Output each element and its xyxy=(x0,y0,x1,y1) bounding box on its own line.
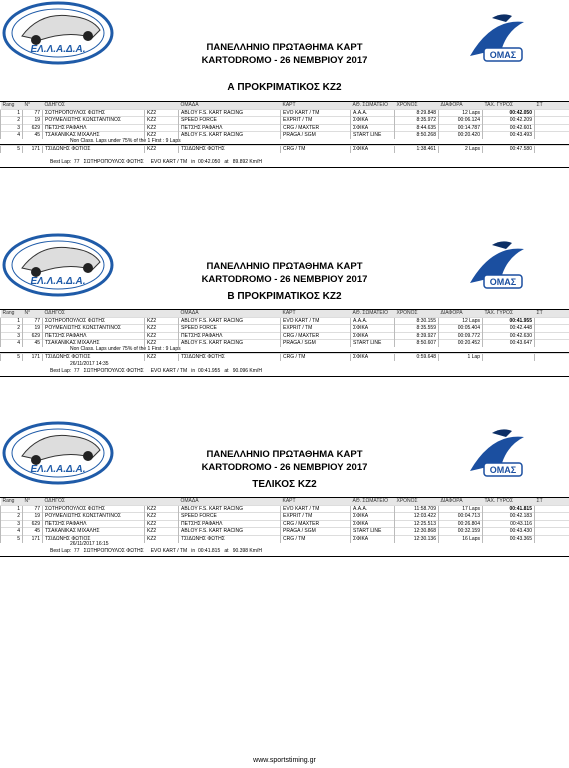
footer-website[interactable]: www.sportstiming.gr xyxy=(253,757,316,764)
column-header[interactable]: ΔΙΑΦΟΡΑ xyxy=(439,310,483,317)
table-cell: 00:47.580 xyxy=(483,146,535,153)
table-row[interactable] xyxy=(1,325,569,333)
column-header[interactable]: ΟΔΗΓΟΣ xyxy=(43,102,145,109)
table-cell: ABLOY F.S. KART RACING xyxy=(179,132,281,139)
table-cell: 00:26.804 xyxy=(439,520,483,528)
table-cell: 00:06.124 xyxy=(439,117,483,125)
table-cell: ABLOY F.S. KART RACING xyxy=(179,340,281,347)
column-header[interactable]: ΧΡΟΝΟΣ xyxy=(395,498,439,505)
table-cell: ΣΩΤΗΡΟΠΟΥΛΟΣ ΦΩΤΗΣ xyxy=(43,109,145,117)
page-subtitle: KARTODROMO - 26 ΝΕΜΒΡΙΟΥ 2017 xyxy=(201,462,368,473)
table-cell: KZ2 xyxy=(145,354,179,361)
best-lap-speed: 89.892 Km/H xyxy=(232,159,262,165)
table-cell: 19 xyxy=(23,513,43,521)
column-header[interactable]: ΟΜΑΔΑ xyxy=(179,310,281,317)
table-cell: 00:43.365 xyxy=(483,535,535,542)
best-lap-kart: EVO KART / TM xyxy=(150,159,188,165)
race-title: Β ΠΡΟΚΡΙΜΑΤΙΚΟΣ KZ2 xyxy=(227,291,342,302)
table-cell: 12:30.136 xyxy=(395,535,439,542)
table-cell: ΣΩΤΗΡΟΠΟΥΛΟΣ ΦΩΤΗΣ xyxy=(43,505,145,513)
table-cell: KZ2 xyxy=(145,340,179,347)
table-row[interactable] xyxy=(1,117,569,125)
table-cell: START LINE xyxy=(351,340,395,347)
nonclass-note: Non Class. Laps under 75% of the 1 First : 9 Laps xyxy=(70,138,181,144)
table-cell: EVO KART / TM xyxy=(281,317,351,325)
table-header-row xyxy=(1,310,569,317)
table-cell: 00:14.787 xyxy=(439,124,483,132)
best-lap-number: 77 xyxy=(73,159,80,165)
table-cell: ΣΦΙΚΑ xyxy=(351,332,395,340)
table-cell: START LINE xyxy=(351,528,395,536)
table-cell xyxy=(535,124,569,132)
table-cell: 77 xyxy=(23,109,43,117)
column-header[interactable]: ΔΙΑΦΟΡΑ xyxy=(439,498,483,505)
column-header[interactable] xyxy=(145,102,179,109)
table-cell: 12:25.513 xyxy=(395,520,439,528)
svg-text:ΕΛ.Λ.Α.Δ.Α.: ΕΛ.Λ.Α.Δ.Α. xyxy=(30,464,86,475)
table-cell: 00:43.647 xyxy=(483,340,535,347)
column-header[interactable] xyxy=(145,310,179,317)
table-cell: 5 xyxy=(1,146,23,153)
svg-text:ΕΛ.Λ.Α.Δ.Α.: ΕΛ.Λ.Α.Δ.Α. xyxy=(30,44,86,55)
table-cell: 8:29.848 xyxy=(395,109,439,117)
table-cell: ΣΦΙΚΑ xyxy=(351,535,395,542)
table-cell: 3 xyxy=(1,332,23,340)
column-header[interactable]: ΟΜΑΔΑ xyxy=(179,498,281,505)
table-cell: 77 xyxy=(23,505,43,513)
table-cell: ΤΣΑΚΑΝΙΚΑΣ ΜΙΧΑΛΗΣ xyxy=(43,528,145,536)
table-cell: 00:41.815 xyxy=(483,505,535,513)
table-cell: 8:35.559 xyxy=(395,325,439,333)
table-cell: 19 xyxy=(23,117,43,125)
table-cell: CRG / TM xyxy=(281,535,351,542)
table-cell: SPEED FORCE xyxy=(179,325,281,333)
table-cell: 2 xyxy=(1,513,23,521)
table-cell xyxy=(535,117,569,125)
table-cell: 45 xyxy=(23,528,43,536)
table-cell: 171 xyxy=(23,535,43,542)
column-header[interactable]: ΧΡΟΝΟΣ xyxy=(395,102,439,109)
table-cell: 0:59.648 xyxy=(395,354,439,361)
best-lap-kart: EVO KART / TM xyxy=(150,548,188,554)
best-lap-speed: 90.398 Km/H xyxy=(232,548,262,554)
nonclass-note: Non Class. Laps under 75% of the 1 First : 9 Laps xyxy=(70,346,181,352)
table-cell: PRAGA / SGM xyxy=(281,132,351,139)
table-cell: START LINE xyxy=(351,132,395,139)
table-cell: KZ2 xyxy=(145,520,179,528)
table-cell: ΠΕΤΣΗΣ ΡΑΦΑΗΛ xyxy=(43,332,145,340)
table-cell: 3 xyxy=(1,124,23,132)
table-cell xyxy=(535,505,569,513)
best-lap-time: 00:41.815 xyxy=(197,548,221,554)
column-header[interactable]: ΚΑΡΤ xyxy=(281,310,351,317)
table-cell: 12:30.868 xyxy=(395,528,439,536)
table-cell: 1:38.461 xyxy=(395,146,439,153)
table-cell: SPEED FORCE xyxy=(179,513,281,521)
table-cell: ΤΣΙΔΩΝΗΣ ΦΩΤΗΣ xyxy=(179,146,281,153)
table-cell: 4 xyxy=(1,340,23,347)
table-cell: ΠΕΤΣΗΣ ΡΑΦΑΗΛ xyxy=(179,332,281,340)
table-cell: 5 xyxy=(1,354,23,361)
table-row[interactable] xyxy=(1,332,569,340)
table-cell: CRG / MAXTER xyxy=(281,124,351,132)
table-cell: KZ2 xyxy=(145,535,179,542)
table-cell: ΤΣΑΚΑΝΙΚΑΣ ΜΙΧΑΛΗΣ xyxy=(43,340,145,347)
table-cell: 00:20.452 xyxy=(439,340,483,347)
svg-text:ΟΜΑΣ: ΟΜΑΣ xyxy=(489,465,517,475)
table-cell: Α.Α.Α. xyxy=(351,317,395,325)
table-cell: 12:03.422 xyxy=(395,513,439,521)
table-header-row xyxy=(1,102,569,109)
table-cell: 1 xyxy=(1,505,23,513)
column-header[interactable]: ΚΑΡΤ xyxy=(281,498,351,505)
table-cell: ΣΦΙΚΑ xyxy=(351,117,395,125)
table-cell: 2 Laps xyxy=(439,146,483,153)
best-lap-at: at xyxy=(224,159,229,165)
table-cell xyxy=(535,332,569,340)
column-header[interactable]: ΣΤ xyxy=(535,102,569,109)
table-cell: 171 xyxy=(23,354,43,361)
table-cell: 3 xyxy=(1,520,23,528)
table-cell: Α.Α.Α. xyxy=(351,109,395,117)
column-header[interactable]: N° xyxy=(23,310,43,317)
table-cell: ΡΟΥΜΕΛΙΩΤΗΣ ΚΩΝΣΤΑΝΤΙΝΟΣ xyxy=(43,513,145,521)
column-header[interactable]: ΔΙΑΦΟΡΑ xyxy=(439,102,483,109)
table-cell: ΣΦΙΚΑ xyxy=(351,325,395,333)
table-header-row xyxy=(1,498,569,505)
table-cell: ΠΕΤΣΗΣ ΡΑΦΑΗΛ xyxy=(43,520,145,528)
table-cell: 8:50.268 xyxy=(395,132,439,139)
table-cell: ΤΣΙΔΩΝΗΣ ΦΩΤΙΟΣ xyxy=(43,354,145,361)
table-cell: 629 xyxy=(23,124,43,132)
best-lap-label: Best Lap: xyxy=(50,548,72,554)
table-cell: ΣΩΤΗΡΟΠΟΥΛΟΣ ΦΩΤΗΣ xyxy=(43,317,145,325)
results-table xyxy=(0,310,569,347)
table-cell: KZ2 xyxy=(145,332,179,340)
table-cell: KZ2 xyxy=(145,317,179,325)
best-lap-in: in xyxy=(191,159,196,165)
table-cell: KZ2 xyxy=(145,513,179,521)
best-lap-kart: EVO KART / TM xyxy=(150,368,188,374)
table-cell: ABLOY F.S. KART RACING xyxy=(179,317,281,325)
table-cell: 1 xyxy=(1,109,23,117)
column-header[interactable]: N° xyxy=(23,498,43,505)
table-cell: 45 xyxy=(23,132,43,139)
table-cell: EXPRIT / TM xyxy=(281,325,351,333)
best-lap-time: 00:41.955 xyxy=(197,368,221,374)
column-header[interactable]: ΤΑΧ. ΓΥΡΟΣ xyxy=(483,498,535,505)
column-header[interactable]: ΑΘ. ΣΩΜΑΤΕΙΟ xyxy=(351,498,395,505)
column-header[interactable]: Rang xyxy=(1,498,23,505)
table-cell: KZ2 xyxy=(145,109,179,117)
table-cell: EVO KART / TM xyxy=(281,109,351,117)
best-lap-driver: ΣΩΤΗΡΟΠΟΥΛΟΣ ΦΩΤΗΣ xyxy=(83,368,144,374)
table-cell: EXPRIT / TM xyxy=(281,513,351,521)
table-cell: 171 xyxy=(23,146,43,153)
column-header[interactable]: Rang xyxy=(1,102,23,109)
best-lap-speed: 90.096 Km/H xyxy=(232,368,262,374)
page-title: ΠΑΝΕΛΛΗΝΙΟ ΠΡΩΤΑΘΗΜΑ ΚΑΡΤ xyxy=(206,449,363,460)
table-cell: ΣΦΙΚΑ xyxy=(351,513,395,521)
table-cell: 00:32.159 xyxy=(439,528,483,536)
table-cell: KZ2 xyxy=(145,146,179,153)
table-cell: 12 Laps xyxy=(439,317,483,325)
table-cell: ΣΦΙΚΑ xyxy=(351,146,395,153)
table-cell xyxy=(535,513,569,521)
column-header[interactable]: ΟΜΑΔΑ xyxy=(179,102,281,109)
table-cell: PRAGA / SGM xyxy=(281,340,351,347)
table-row[interactable] xyxy=(1,317,569,325)
table-cell: CRG / MAXTER xyxy=(281,520,351,528)
best-lap-at: at xyxy=(224,548,229,554)
table-cell: KZ2 xyxy=(145,505,179,513)
table-cell: Α.Α.Α. xyxy=(351,505,395,513)
table-cell: 2 xyxy=(1,117,23,125)
best-lap-label: Best Lap: xyxy=(50,368,72,374)
race-title: Α ΠΡΟΚΡΙΜΑΤΙΚΟΣ KZ2 xyxy=(227,82,342,93)
page-title: ΠΑΝΕΛΛΗΝΙΟ ΠΡΩΤΑΘΗΜΑ ΚΑΡΤ xyxy=(206,42,363,53)
table-cell: 8:50.607 xyxy=(395,340,439,347)
table-cell: 19 xyxy=(23,325,43,333)
table-cell: 00:42.448 xyxy=(483,325,535,333)
column-header[interactable]: ΟΔΗΓΟΣ xyxy=(43,310,145,317)
table-cell: ΣΦΙΚΑ xyxy=(351,354,395,361)
table-cell: SPEED FORCE xyxy=(179,117,281,125)
table-cell: 16 Laps xyxy=(439,535,483,542)
table-cell: KZ2 xyxy=(145,124,179,132)
table-cell xyxy=(535,520,569,528)
table-cell xyxy=(535,317,569,325)
page-title: ΠΑΝΕΛΛΗΝΙΟ ΠΡΩΤΑΘΗΜΑ ΚΑΡΤ xyxy=(206,261,363,272)
table-cell: 00:20.420 xyxy=(439,132,483,139)
best-lap-driver: ΣΩΤΗΡΟΠΟΥΛΟΣ ΦΩΤΗΣ xyxy=(83,159,144,165)
results-table xyxy=(0,102,569,139)
table-cell xyxy=(535,109,569,117)
table-cell: CRG / TM xyxy=(281,146,351,153)
best-lap-at: at xyxy=(224,368,229,374)
table-cell: 5 xyxy=(1,535,23,542)
table-cell: 00:42.630 xyxy=(483,332,535,340)
column-header[interactable]: N° xyxy=(23,102,43,109)
table-cell: 8:44.635 xyxy=(395,124,439,132)
table-cell: 1 xyxy=(1,317,23,325)
svg-text:ΟΜΑΣ: ΟΜΑΣ xyxy=(489,50,517,60)
table-cell: 4 xyxy=(1,528,23,536)
table-cell: 11:58.709 xyxy=(395,505,439,513)
best-lap-number: 77 xyxy=(73,368,80,374)
table-cell: 77 xyxy=(23,317,43,325)
column-header[interactable]: ΤΑΧ. ΓΥΡΟΣ xyxy=(483,310,535,317)
table-cell: KZ2 xyxy=(145,528,179,536)
table-cell: ΡΟΥΜΕΛΙΩΤΗΣ ΚΩΝΣΤΑΝΤΙΝΟΣ xyxy=(43,117,145,125)
best-lap-label: Best Lap: xyxy=(50,159,72,165)
table-cell: CRG / MAXTER xyxy=(281,332,351,340)
table-cell: ΣΦΙΚΑ xyxy=(351,124,395,132)
table-cell: 00:05.404 xyxy=(439,325,483,333)
table-row[interactable] xyxy=(1,528,569,536)
table-cell: 00:43.493 xyxy=(483,132,535,139)
table-cell: 00:04.713 xyxy=(439,513,483,521)
column-header[interactable]: ΤΑΧ. ΓΥΡΟΣ xyxy=(483,102,535,109)
table-cell: KZ2 xyxy=(145,132,179,139)
column-header[interactable]: Rang xyxy=(1,310,23,317)
table-cell: ABLOY F.S. KART RACING xyxy=(179,505,281,513)
table-cell xyxy=(535,528,569,536)
table-cell: CRG / TM xyxy=(281,354,351,361)
race-datetime: 26/11/2017 14:35 xyxy=(70,361,109,367)
svg-text:ΟΜΑΣ: ΟΜΑΣ xyxy=(489,277,517,287)
table-cell: ΤΣΙΔΩΝΗΣ ΦΩΤΗΣ xyxy=(179,354,281,361)
column-header[interactable]: ΑΘ. ΣΩΜΑΤΕΙΟ xyxy=(351,310,395,317)
table-cell: ΤΣΙΔΩΝΗΣ ΦΩΤΗΣ xyxy=(179,535,281,542)
table-cell: ABLOY F.S. KART RACING xyxy=(179,528,281,536)
table-cell: 00:43.430 xyxy=(483,528,535,536)
table-cell: ΣΦΙΚΑ xyxy=(351,520,395,528)
table-cell: 8:35.972 xyxy=(395,117,439,125)
column-header[interactable]: ΟΔΗΓΟΣ xyxy=(43,498,145,505)
best-lap-number: 77 xyxy=(73,548,80,554)
table-cell: 00:41.955 xyxy=(483,317,535,325)
table-cell: ΤΣΙΔΩΝΗΣ ΦΩΤΙΟΣ xyxy=(43,146,145,153)
table-cell: ΤΣΙΔΩΝΗΣ ΦΩΤΙΟΣ xyxy=(43,535,145,542)
results-table xyxy=(0,498,569,543)
page-subtitle: KARTODROMO - 26 ΝΕΜΒΡΙΟΥ 2017 xyxy=(201,274,368,285)
table-cell: ΡΟΥΜΕΛΙΩΤΗΣ ΚΩΝΣΤΑΝΤΙΝΟΣ xyxy=(43,325,145,333)
table-cell: 00:42.050 xyxy=(483,109,535,117)
best-lap-driver: ΣΩΤΗΡΟΠΟΥΛΟΣ ΦΩΤΗΣ xyxy=(83,548,144,554)
table-cell: 00:42.601 xyxy=(483,124,535,132)
table-cell: 17 Laps xyxy=(439,505,483,513)
column-header[interactable]: ΚΑΡΤ xyxy=(281,102,351,109)
table-cell: EXPRIT / TM xyxy=(281,117,351,125)
svg-text:ΕΛ.Λ.Α.Δ.Α.: ΕΛ.Λ.Α.Δ.Α. xyxy=(30,276,86,287)
best-lap-in: in xyxy=(191,368,196,374)
column-header[interactable]: ΧΡΟΝΟΣ xyxy=(395,310,439,317)
table-cell: 45 xyxy=(23,340,43,347)
table-cell: EVO KART / TM xyxy=(281,505,351,513)
table-cell: 8:30.155 xyxy=(395,317,439,325)
block-bottom-frame xyxy=(0,346,569,377)
page-subtitle: KARTODROMO - 26 ΝΕΜΒΡΙΟΥ 2017 xyxy=(201,55,368,66)
table-cell: 12 Laps xyxy=(439,109,483,117)
table-cell xyxy=(535,325,569,333)
table-cell: 629 xyxy=(23,520,43,528)
table-cell: ΠΕΤΣΗΣ ΡΑΦΑΗΛ xyxy=(179,520,281,528)
table-cell: ABLOY F.S. KART RACING xyxy=(179,109,281,117)
column-header[interactable]: ΣΤ xyxy=(535,310,569,317)
table-cell: ΤΣΑΚΑΝΙΚΑΣ ΜΙΧΑΛΗΣ xyxy=(43,132,145,139)
table-row[interactable] xyxy=(1,505,569,513)
best-lap-time: 00:42.050 xyxy=(197,159,221,165)
race-title: ΤΕΛΙΚΟΣ KZ2 xyxy=(252,479,317,490)
table-cell: 629 xyxy=(23,332,43,340)
block-bottom-frame xyxy=(0,541,569,557)
table-row[interactable] xyxy=(1,520,569,528)
table-cell: PRAGA / SGM xyxy=(281,528,351,536)
table-cell: 00:42.209 xyxy=(483,117,535,125)
table-cell: ΠΕΤΣΗΣ ΡΑΦΑΗΛ xyxy=(179,124,281,132)
table-cell: 1 Lap xyxy=(439,354,483,361)
block-bottom-frame xyxy=(0,138,569,168)
table-cell: KZ2 xyxy=(145,325,179,333)
table-cell: KZ2 xyxy=(145,117,179,125)
table-cell: 2 xyxy=(1,325,23,333)
column-header[interactable] xyxy=(145,498,179,505)
table-cell: 00:43.116 xyxy=(483,520,535,528)
table-cell: 00:42.183 xyxy=(483,513,535,521)
table-row[interactable] xyxy=(1,124,569,132)
table-cell: 00:09.772 xyxy=(439,332,483,340)
table-cell: ΠΕΤΣΗΣ ΡΑΦΑΗΛ xyxy=(43,124,145,132)
table-row[interactable] xyxy=(1,513,569,521)
table-cell: 4 xyxy=(1,132,23,139)
table-cell: 8:39.927 xyxy=(395,332,439,340)
best-lap-in: in xyxy=(191,548,196,554)
race-datetime: 26/11/2017 16:15 xyxy=(70,541,109,547)
table-row[interactable] xyxy=(1,109,569,117)
column-header[interactable]: ΣΤ xyxy=(535,498,569,505)
column-header[interactable]: ΑΘ. ΣΩΜΑΤΕΙΟ xyxy=(351,102,395,109)
